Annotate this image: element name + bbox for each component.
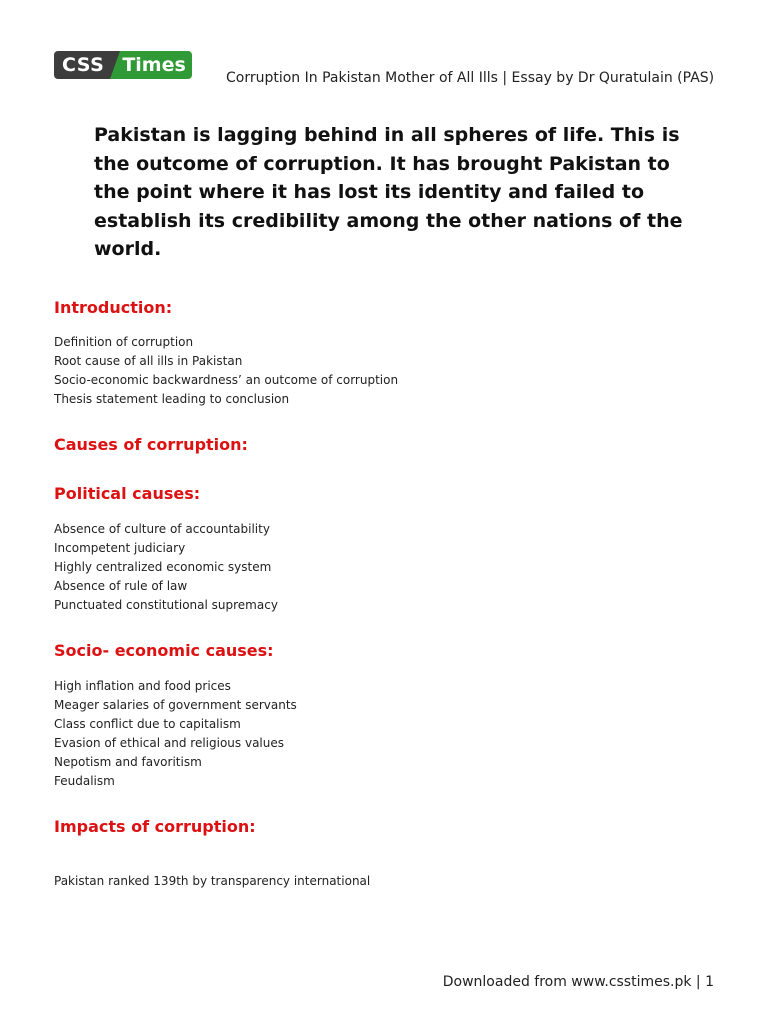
socio-economic-causes-heading: Socio- economic causes: bbox=[54, 641, 274, 660]
logo-times-text: Times bbox=[120, 51, 191, 79]
socio-economic-causes-list bbox=[54, 677, 297, 791]
list-item: Thesis statement leading to conclusion bbox=[54, 392, 290, 406]
political-causes-heading: Political causes: bbox=[54, 484, 201, 503]
page-footer: Downloaded from www.csstimes.pk | 1 bbox=[442, 974, 714, 990]
document-header-title: Corruption In Pakistan Mother of All Ills | Essay by Dr Quratulain (PAS) bbox=[226, 70, 715, 86]
list-item: Incompetent judiciary bbox=[54, 541, 186, 555]
list-item: Root cause of all ills in Pakistan bbox=[54, 354, 243, 368]
list-item: Class conflict due to capitalism bbox=[54, 717, 241, 731]
csstimes-logo[interactable] bbox=[54, 51, 192, 79]
list-item: Meager salaries of government servants bbox=[54, 698, 297, 712]
impacts-heading: Impacts of corruption: bbox=[54, 817, 256, 836]
list-item: Feudalism bbox=[54, 774, 115, 788]
list-item: Absence of rule of law bbox=[54, 579, 188, 593]
logo-css-text: CSS bbox=[54, 51, 110, 79]
list-item: Socio-economic backwardness’ an outcome of corruption bbox=[54, 373, 399, 387]
list-item: Evasion of ethical and religious values bbox=[54, 736, 284, 750]
list-item: Pakistan ranked 139th by transparency international bbox=[54, 874, 371, 888]
introduction-list bbox=[54, 333, 398, 409]
impacts-list bbox=[54, 872, 370, 891]
list-item: Highly centralized economic system bbox=[54, 560, 272, 574]
list-item: High inflation and food prices bbox=[54, 679, 231, 693]
logo-slash-shape bbox=[110, 51, 120, 79]
lead-paragraph: Pakistan is lagging behind in all spheres of life. This is the outcome of corruption. It has brought Pakistan to the point where it has lost its identity and failed to establish its credibility among the other nations of the world. bbox=[94, 124, 683, 260]
list-item: Punctuated constitutional supremacy bbox=[54, 598, 278, 612]
list-item: Definition of corruption bbox=[54, 335, 194, 349]
list-item: Absence of culture of accountability bbox=[54, 522, 270, 536]
political-causes-list bbox=[54, 520, 278, 615]
introduction-heading: Introduction: bbox=[54, 298, 173, 317]
causes-heading: Causes of corruption: bbox=[54, 435, 248, 454]
list-item: Nepotism and favoritism bbox=[54, 755, 202, 769]
